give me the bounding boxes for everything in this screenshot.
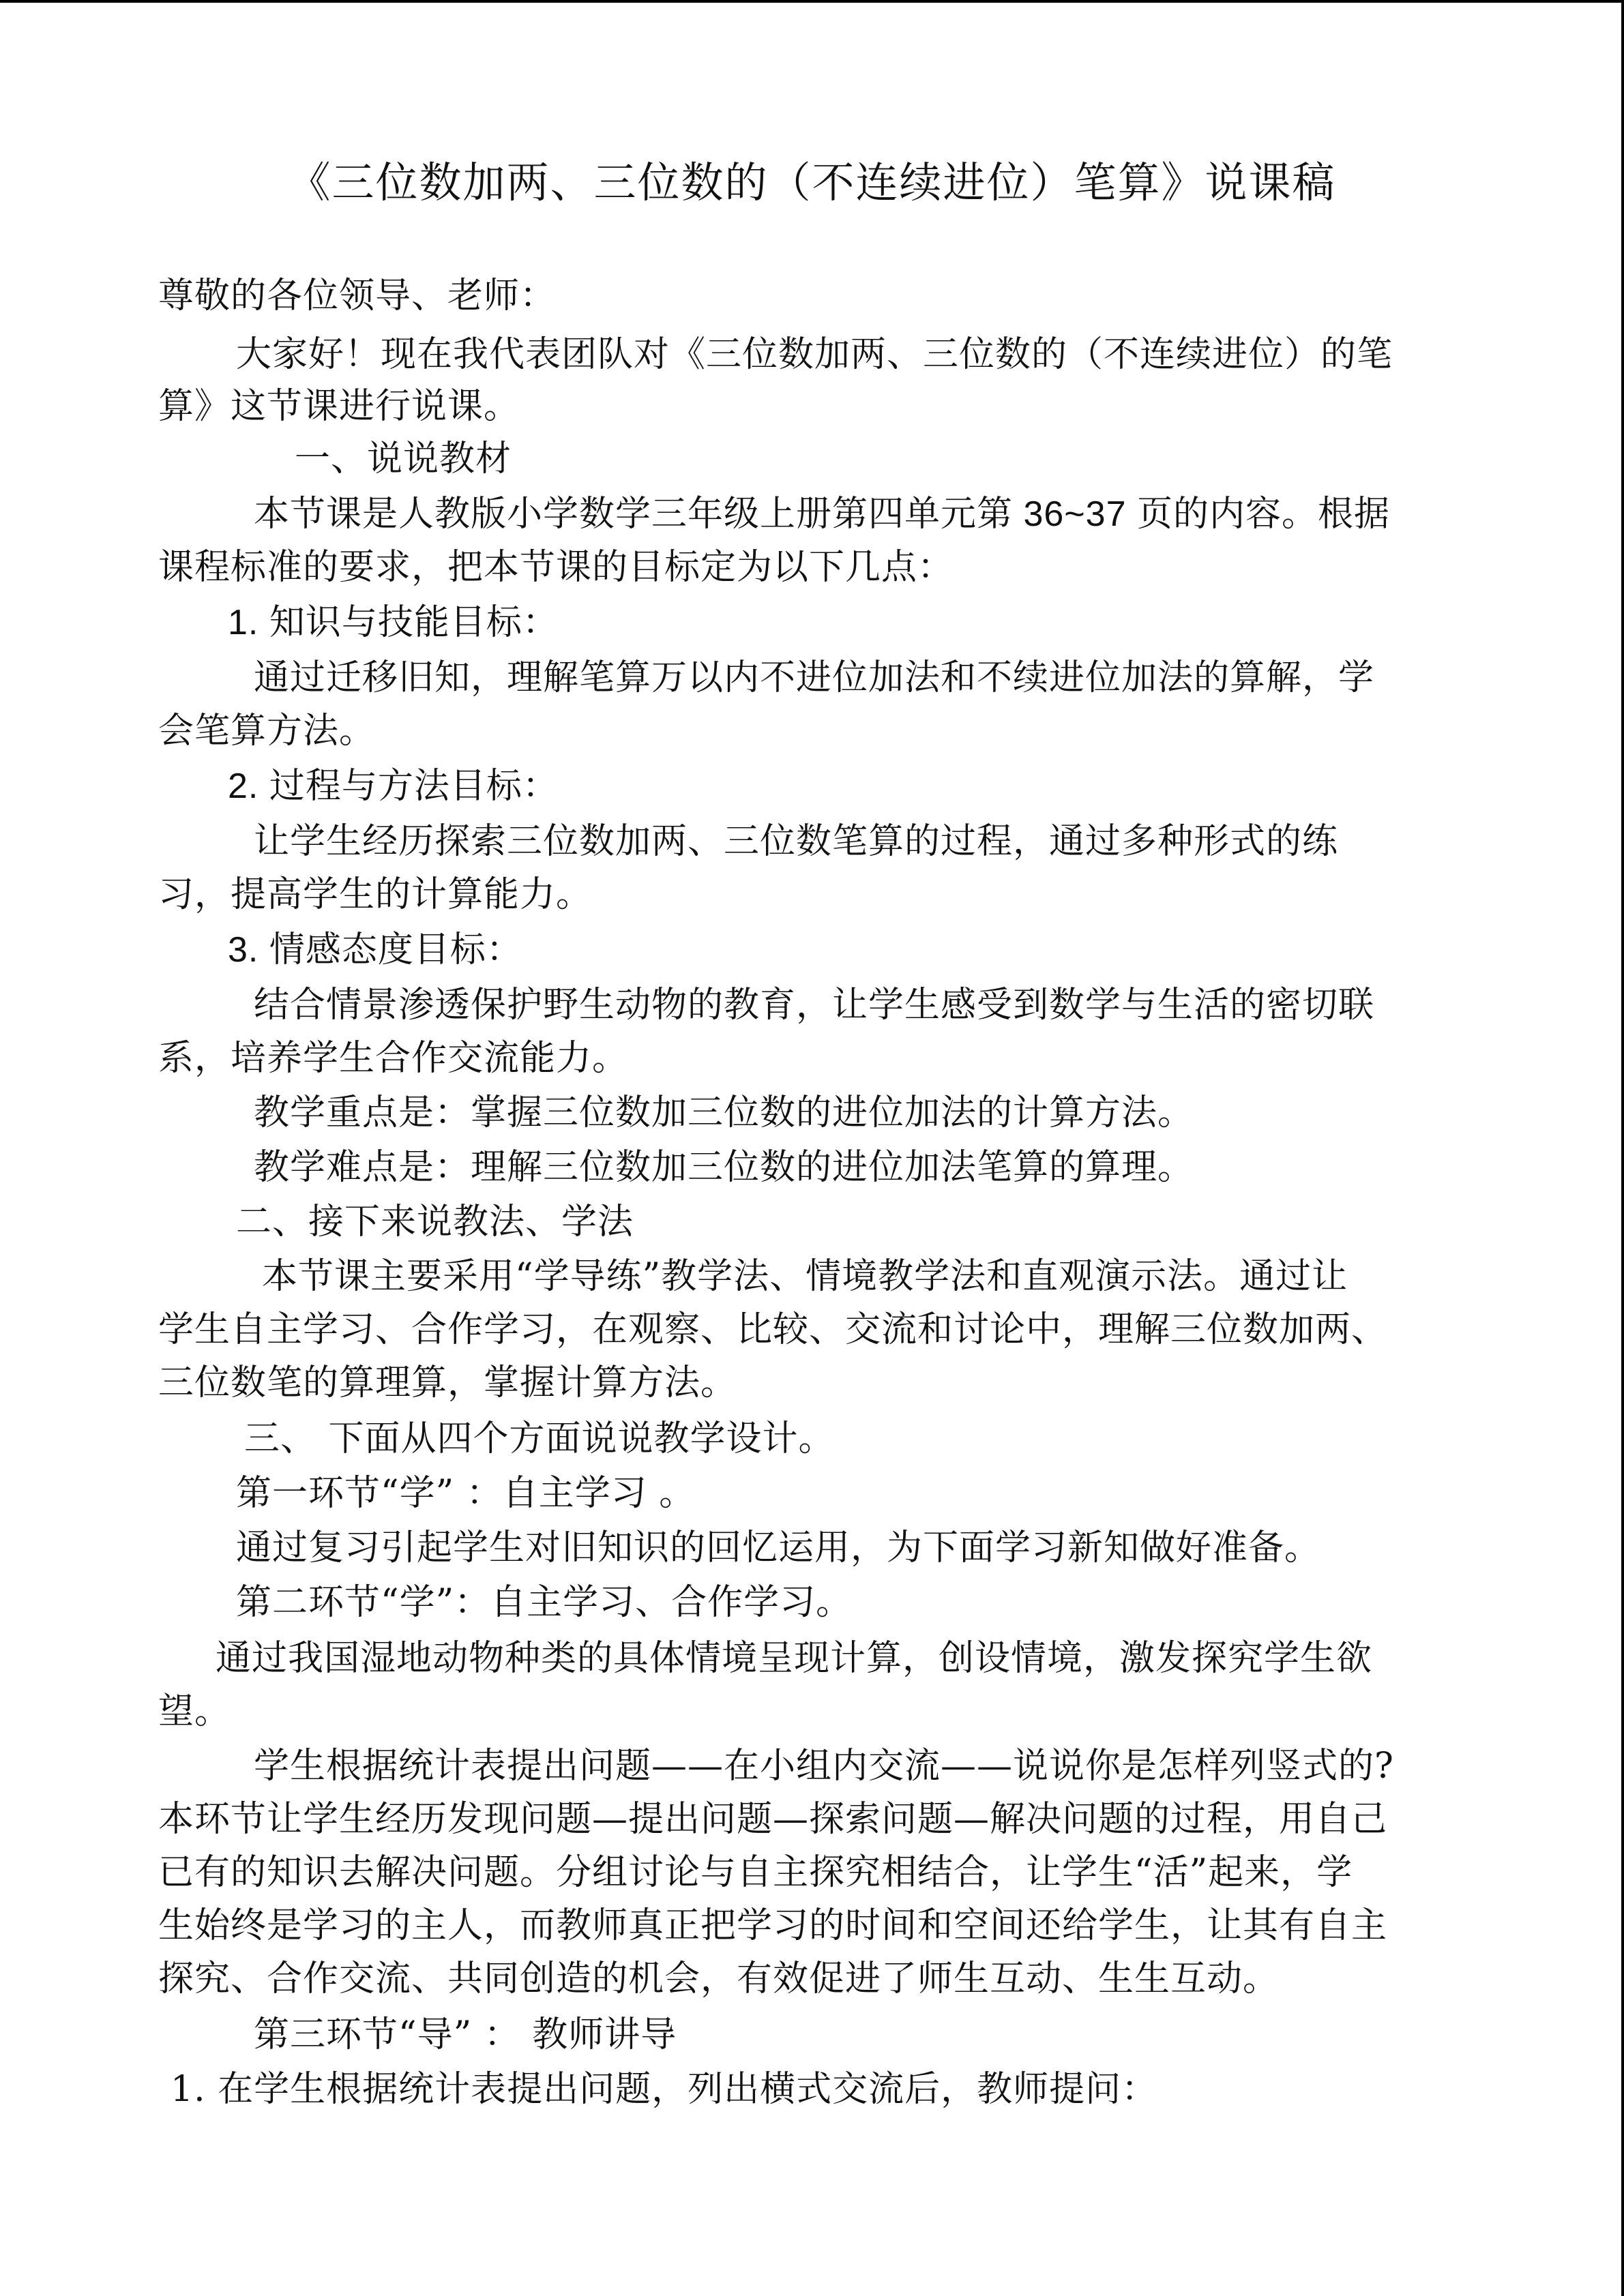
stage3-item-1: 1. 在学生根据统计表提出问题，列出横式交流后，教师提问： (171, 2069, 1158, 2110)
section2-paragraph-line-2: 学生自主学习、合作学习，在观察、比较、交流和讨论中，理解三位数加两、 (158, 1309, 1388, 1350)
page-border-top (0, 0, 1624, 3)
goal3-text-line-2: 系，培养学生合作交流能力。 (158, 1038, 629, 1079)
goal1-text-line-2: 会笔算方法。 (158, 711, 376, 751)
section1-paragraph-line-2: 课程标准的要求，把本节课的目标定为以下几点： (158, 547, 954, 588)
stage2-paragraph2-line-2: 本环节让学生经历发现问题—提出问题—探索问题—解决问题的过程，用自己 (158, 1799, 1388, 1840)
goal2-heading: 2. 过程与方法目标： (228, 766, 559, 806)
intro-line-2: 算》这节课进行说课。 (158, 386, 520, 427)
section2-heading: 二、接下来说教法、学法 (236, 1202, 634, 1242)
stage2-paragraph1-line-2: 望。 (158, 1691, 231, 1732)
greeting: 尊敬的各位领导、老师： (158, 275, 557, 316)
document-title: 《三位数加两、三位数的（不连续进位）笔算》说课稿 (288, 158, 1336, 207)
stage2-heading: 第二环节“学”：自主学习、合作学习。 (236, 1582, 853, 1623)
section1-paragraph-line-1: 本节课是人教版小学数学三年级上册第四单元第 36~37 页的内容。根据 (254, 494, 1390, 534)
section2-paragraph-line-1: 本节课主要采用“学导练”教学法、情境教学法和直观演示法。通过让 (262, 1256, 1348, 1297)
stage2-paragraph2-line-1: 学生根据统计表提出问题——在小组内交流——说说你是怎样列竖式的? (254, 1746, 1394, 1787)
intro-line-1: 大家好！现在我代表团队对《三位数加两、三位数的（不连续进位）的笔 (236, 334, 1393, 375)
stage2-paragraph1-line-1: 通过我国湿地动物种类的具体情境呈现计算，创设情境，激发探究学生欲 (216, 1638, 1373, 1679)
stage1-text: 通过复习引起学生对旧知识的回忆运用，为下面学习新知做好准备。 (236, 1527, 1321, 1568)
goal3-heading: 3. 情感态度目标： (228, 930, 522, 970)
page-border-right (1621, 0, 1624, 2296)
goal3-text-line-1: 结合情景渗透保护野生动物的教育，让学生感受到数学与生活的密切联 (254, 985, 1375, 1026)
section2-paragraph-line-3: 三位数笔的算理算，掌握计算方法。 (158, 1362, 737, 1403)
stage2-paragraph2-line-5: 探究、合作交流、共同创造的机会，有效促进了师生互动、生生互动。 (158, 1958, 1280, 1999)
key-point: 教学重点是：掌握三位数加三位数的进位加法的计算方法。 (254, 1092, 1194, 1133)
goal1-text-line-1: 通过迁移旧知，理解笔算万以内不进位加法和不续进位加法的算解，学 (254, 657, 1375, 698)
stage2-paragraph2-line-4: 生始终是学习的主人，而教师真正把学习的时间和空间还给学生，让其有自主 (158, 1905, 1388, 1946)
section3-heading: 三、 下面从四个方面说说教学设计。 (244, 1418, 835, 1459)
section1-heading: 一、说说教材 (295, 438, 512, 479)
stage3-heading: 第三环节“导” ： 教师讲导 (254, 2014, 677, 2055)
goal1-heading: 1. 知识与技能目标： (228, 603, 559, 642)
stage1-heading: 第一环节“学” ：自主学习 。 (236, 1473, 696, 1514)
stage2-paragraph2-line-3: 已有的知识去解决问题。分组讨论与自主探究相结合，让学生“活”起来，学 (158, 1852, 1353, 1893)
goal2-text-line-1: 让学生经历探索三位数加两、三位数笔算的过程，通过多种形式的练 (254, 821, 1339, 862)
goal2-text-line-2: 习，提高学生的计算能力。 (158, 874, 593, 915)
difficult-point: 教学难点是：理解三位数加三位数的进位加法笔算的算理。 (254, 1147, 1194, 1188)
